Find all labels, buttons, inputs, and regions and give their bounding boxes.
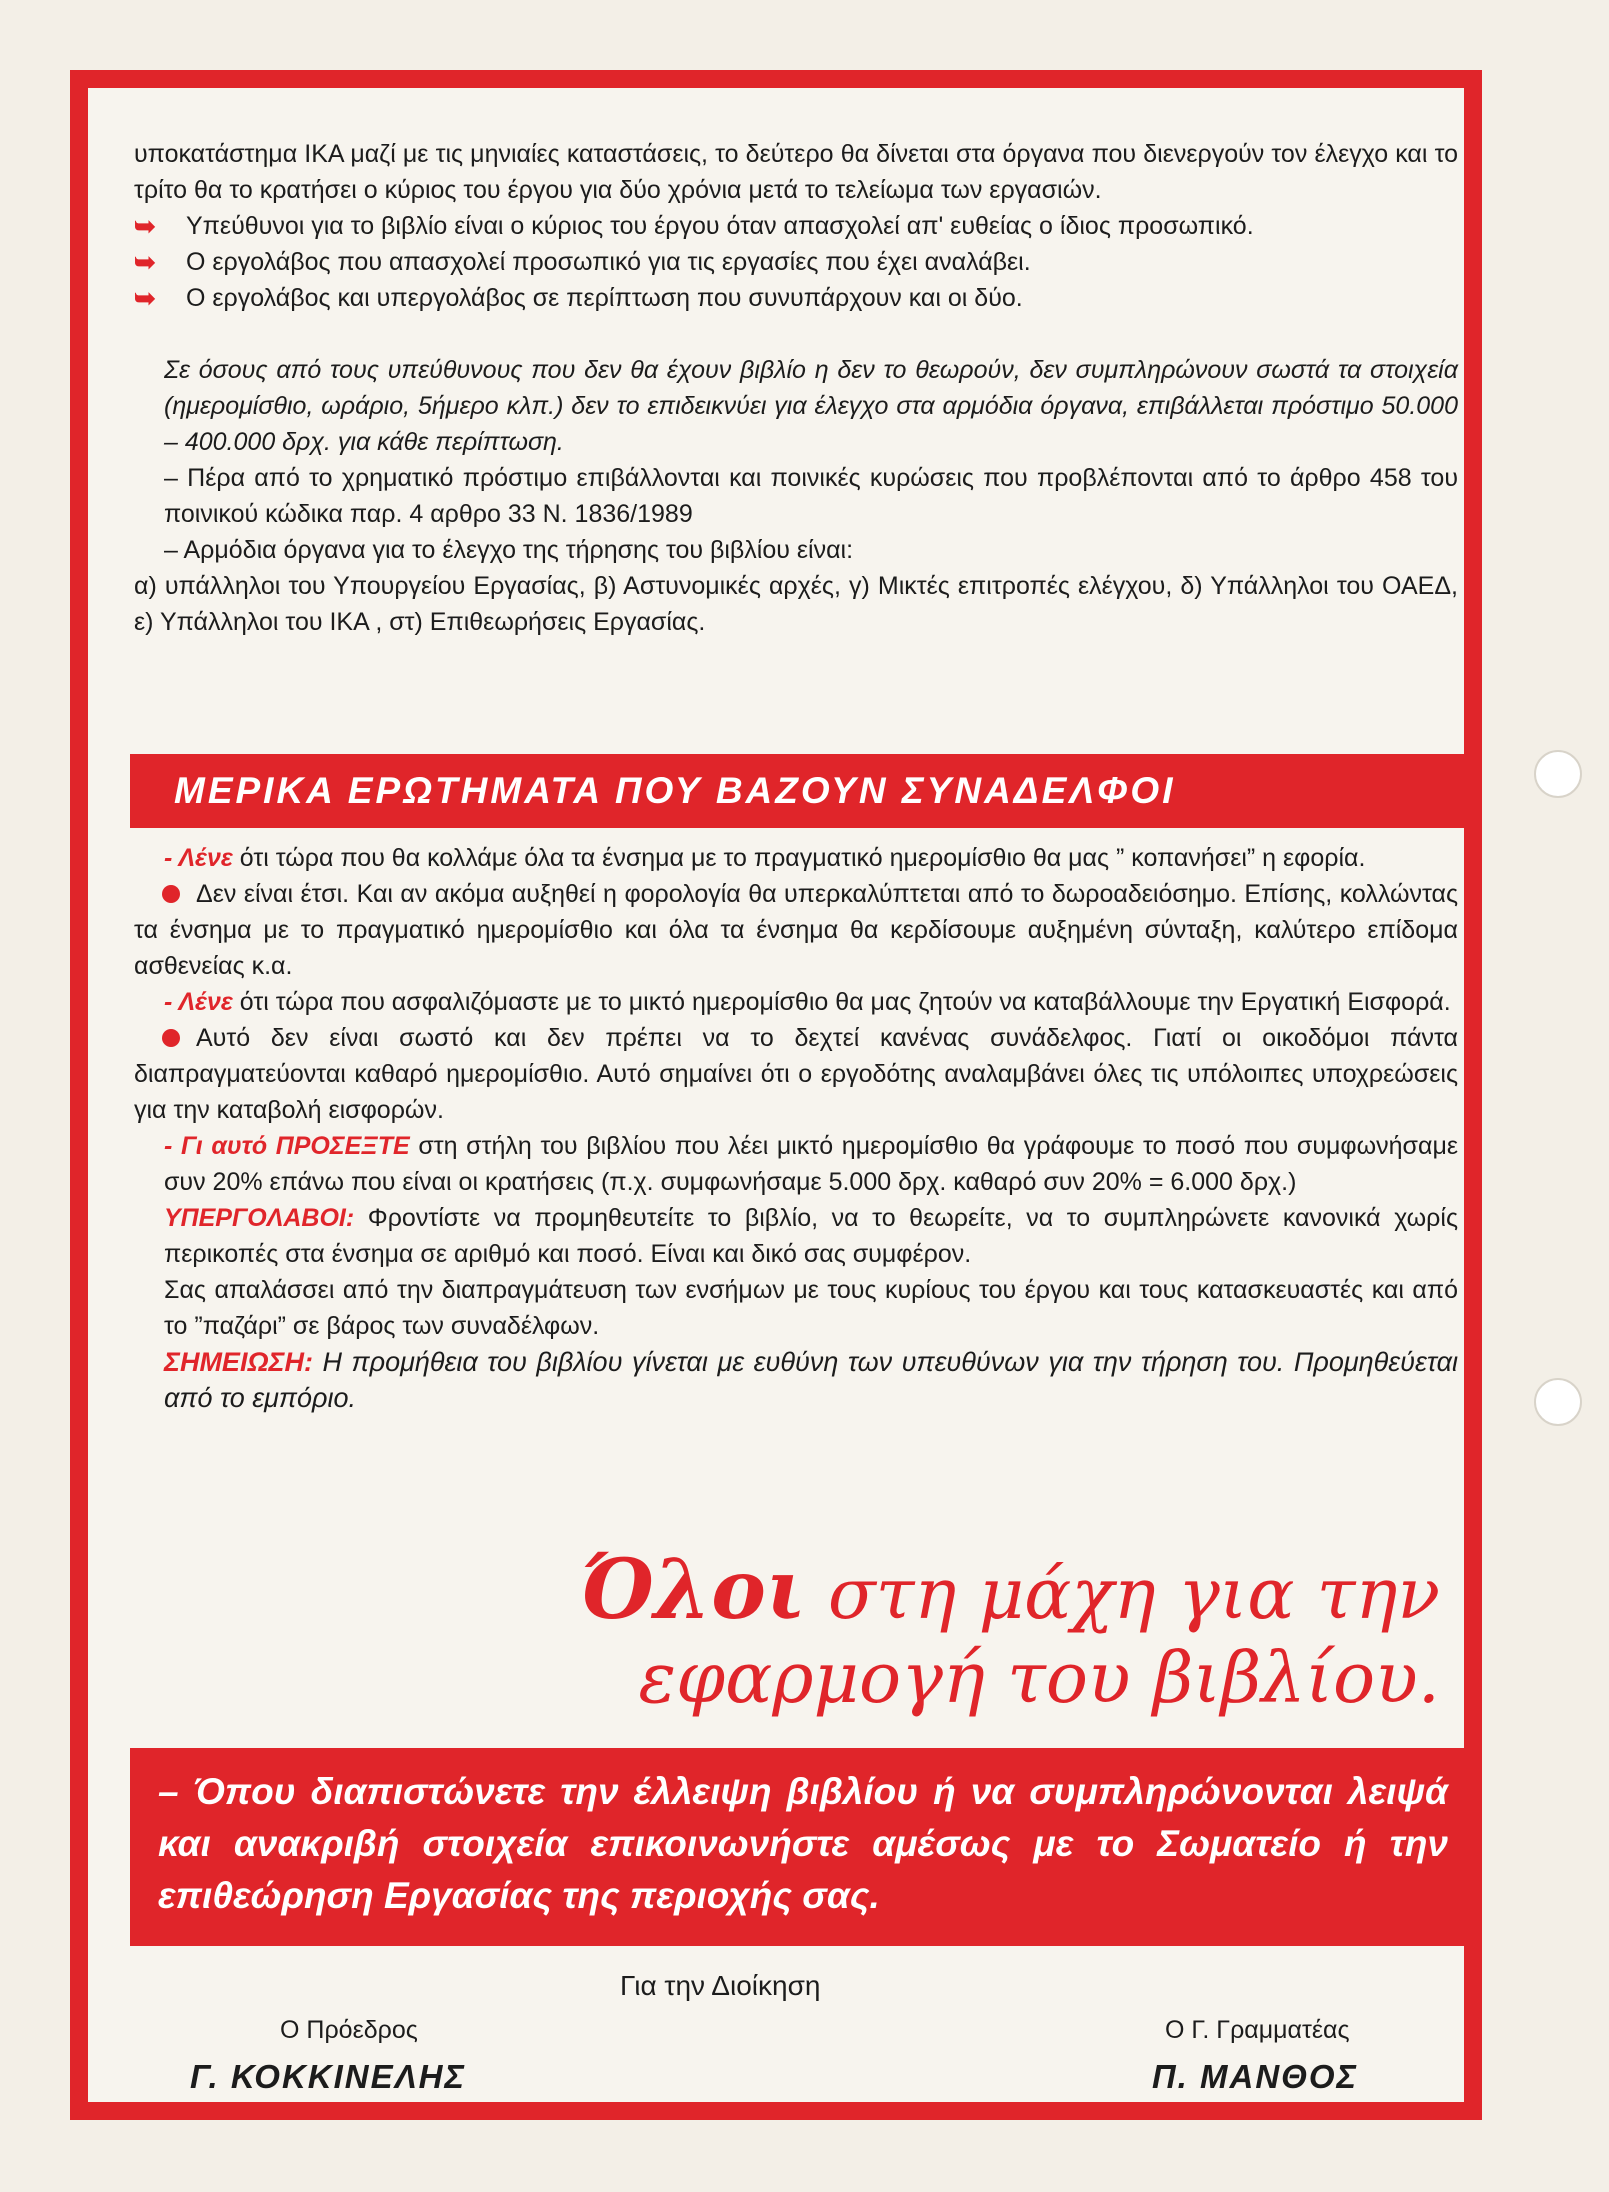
competent-bodies-intro: – Αρμόδια όργανα για το έλεγχο της τήρησης του βιβλίου είναι: <box>164 536 854 564</box>
contact-banner-text: – Όπου διαπιστώνετε την έλλειψη βιβλίου ή να συμπληρώνονται λειψά και ανακριβή στοιχεία επικοινωνήστε αμέσως με το Σωματείο ή την επιθεώρηση Εργασίας της περιοχής σας. <box>158 1771 1448 1916</box>
attention-note <box>134 1128 1458 1200</box>
remark-text: Η προμήθεια του βιβλίου γίνεται με ευθύνη των υπευθύνων για την τήρηση του. Προμηθεύεται από το εμπόριο. <box>164 1347 1458 1413</box>
answer-text: Δεν είναι έτσι. Και αν ακόμα αυξηθεί η φορολογία θα υπερκαλύπτεται από το δωροαδειόσημο. Επίσης, κολλώντας τα ένσημα με το πραγματικό ημερομίσθιο και όλα τα ένσημα θα κερδίσουμε αυξημένη σύνταξη, καλύτερο επίδομα ασθενείας κ.α. <box>134 880 1458 980</box>
slogan-word-all: Όλοι <box>581 1542 806 1638</box>
slogan-line-1 <box>460 1542 1440 1638</box>
attention-text: στη στήλη του βιβλίου που λέει μικτό ημερομίσθιο θα γράφουμε το ποσό που συμφωνήσαμε συν 20% επάνω που είναι οι κρατήσεις (π.χ. συμφωνήσαμε 5.000 δρχ. καθαρό συν 20% = 6.000 δρχ.) <box>164 1132 1458 1196</box>
question-text: ότι τώρα που ασφαλιζόμαστε με το μικτό ημερομίσθιο θα μας ζητούν να καταβάλλουμε την Εργατική Εισφορά. <box>232 988 1451 1016</box>
arrow-icon: ➥ <box>134 283 156 313</box>
bullet-text: Ο εργολάβος που απασχολεί προσωπικό για τις εργασίες που έχει αναλάβει. <box>186 248 1031 276</box>
secretary-name: Π. ΜΑΝΘΟΣ <box>1152 2058 1358 2095</box>
slogan-line-2: εφαρμογή του βιβλίου. <box>638 1637 1440 1719</box>
bargaining-note: Σας απαλάσσει από την διαπραγμάτευση των ενσήμων με τους κυρίους του έργου και τους κατασκευαστές και από το ”παζάρι” σε βάρος των συναδέλφων. <box>164 1276 1458 1340</box>
bullet-text: Ο εργολάβος και υπεργολάβος σε περίπτωση που συνυπάρχουν και οι δύο. <box>186 284 1023 312</box>
answer-text: Αυτό δεν είναι σωστό και δεν πρέπει να το δεχτεί κανένας συνάδελφος. Γιατί οι οικοδόμοι πάντα διαπραγματεύονται καθαρό ημερομίσθιο. Αυτό σημαίνει ότι ο εργοδότης αναλαμβάνει όλες τις υπόλοιπες υποχρεώσεις για την καταβολή εισφορών. <box>134 1024 1458 1124</box>
contact-banner <box>130 1748 1470 1946</box>
president-title: Ο Πρόεδρος <box>280 2016 418 2044</box>
answer-1 <box>134 876 1458 984</box>
question-1 <box>134 840 1458 876</box>
question-label: - Λένε <box>164 844 233 872</box>
questions-heading-banner <box>130 754 1470 828</box>
intro-paragraph: υποκατάστημα ΙΚΑ μαζί με τις μηνιαίες καταστάσεις, το δεύτερο θα δίνεται στα όργανα που διενεργούν τον έλεγχο και το τρίτο θα το κρατήσει ο κύριος του έργου για δύο χρόνια μετά το τελείωμα των εργασιών. <box>134 140 1458 204</box>
slogan <box>460 1542 1440 1720</box>
bullet-item <box>134 280 1458 316</box>
president-name: Γ. ΚΟΚΚΙΝΕΛΗΣ <box>190 2058 466 2095</box>
subcontractors-label: ΥΠΕΡΓΟΛΑΒΟΙ: <box>164 1204 355 1232</box>
slogan-line-1-text: στη μάχη για την <box>805 1553 1440 1635</box>
bullet-item <box>134 244 1458 280</box>
criminal-sanctions: – Πέρα από το χρηματικό πρόστιμο επιβάλλονται και ποινικές κυρώσεις που προβλέπονται από το άρθρο 458 του ποινικού κώδικα παρ. 4 αρθρο 33 Ν. 1836/1989 <box>164 464 1458 528</box>
punch-hole <box>1534 1378 1582 1426</box>
top-section <box>134 136 1458 640</box>
signature-header: Για την Διοίκηση <box>620 1970 821 2001</box>
secretary-title: Ο Γ. Γραμματέας <box>1165 2016 1350 2044</box>
bullet-text: Υπεύθυνοι για το βιβλίο είναι ο κύριος του έργου όταν απασχολεί απ' ευθείας ο ίδιος προσωπικό. <box>186 212 1254 240</box>
question-label: - Λένε <box>164 988 233 1016</box>
punch-hole <box>1534 750 1582 798</box>
questions-heading: ΜΕΡΙΚΑ ΕΡΩΤΗΜΑΤΑ ΠΟΥ ΒΑΖΟΥΝ ΣΥΝΑΔΕΛΦΟΙ <box>174 770 1176 811</box>
red-dot-icon <box>162 885 180 903</box>
attention-label: - Γι αυτό ΠΡΟΣΕΞΤΕ <box>164 1132 410 1160</box>
subcontractors-note <box>134 1200 1458 1272</box>
subcontractors-text: Φροντίστε να προμηθευτείτε το βιβλίο, να το θεωρείτε, να το συμπληρώνετε κανονικά χωρίς περικοπές στα ένσημα σε αριθμό και ποσό. Είναι και δικό σας συμφέρον. <box>164 1204 1458 1268</box>
answer-2 <box>134 1020 1458 1128</box>
competent-bodies-list: α) υπάλληλοι του Υπουργείου Εργασίας, β) Αστυνομικές αρχές, γ) Μικτές επιτροπές ελέγχου, δ) Υπάλληλοι του ΟΑΕΔ, ε) Υπάλληλοι του ΙΚΑ , στ) Επιθεωρήσεις Εργασίας. <box>134 572 1458 636</box>
arrow-icon: ➥ <box>134 247 156 277</box>
qa-section <box>134 840 1458 1416</box>
red-dot-icon <box>162 1029 180 1047</box>
question-2 <box>134 984 1458 1020</box>
arrow-icon: ➥ <box>134 211 156 241</box>
remark-label: ΣΗΜΕΙΩΣΗ: <box>164 1347 313 1377</box>
question-text: ότι τώρα που θα κολλάμε όλα τα ένσημα με το πραγματικό ημερομίσθιο θα μας ” κοπανήσει” η εφορία. <box>232 844 1366 872</box>
bullet-item <box>134 208 1458 244</box>
remark-note <box>134 1344 1458 1416</box>
penalty-paragraph: Σε όσους από τους υπεύθυνους που δεν θα έχουν βιβλίο η δεν το θεωρούν, δεν συμπληρώνουν σωστά τα στοιχεία (ημερομίσθιο, ωράριο, 5ήμερο κλπ.) δεν το επιδεικνύει για έλεγχο στα αρμόδια όργανα, επιβάλλεται πρόστιμο 50.000 – 400.000 δρχ. για κάθε περίπτωση. <box>164 356 1458 456</box>
